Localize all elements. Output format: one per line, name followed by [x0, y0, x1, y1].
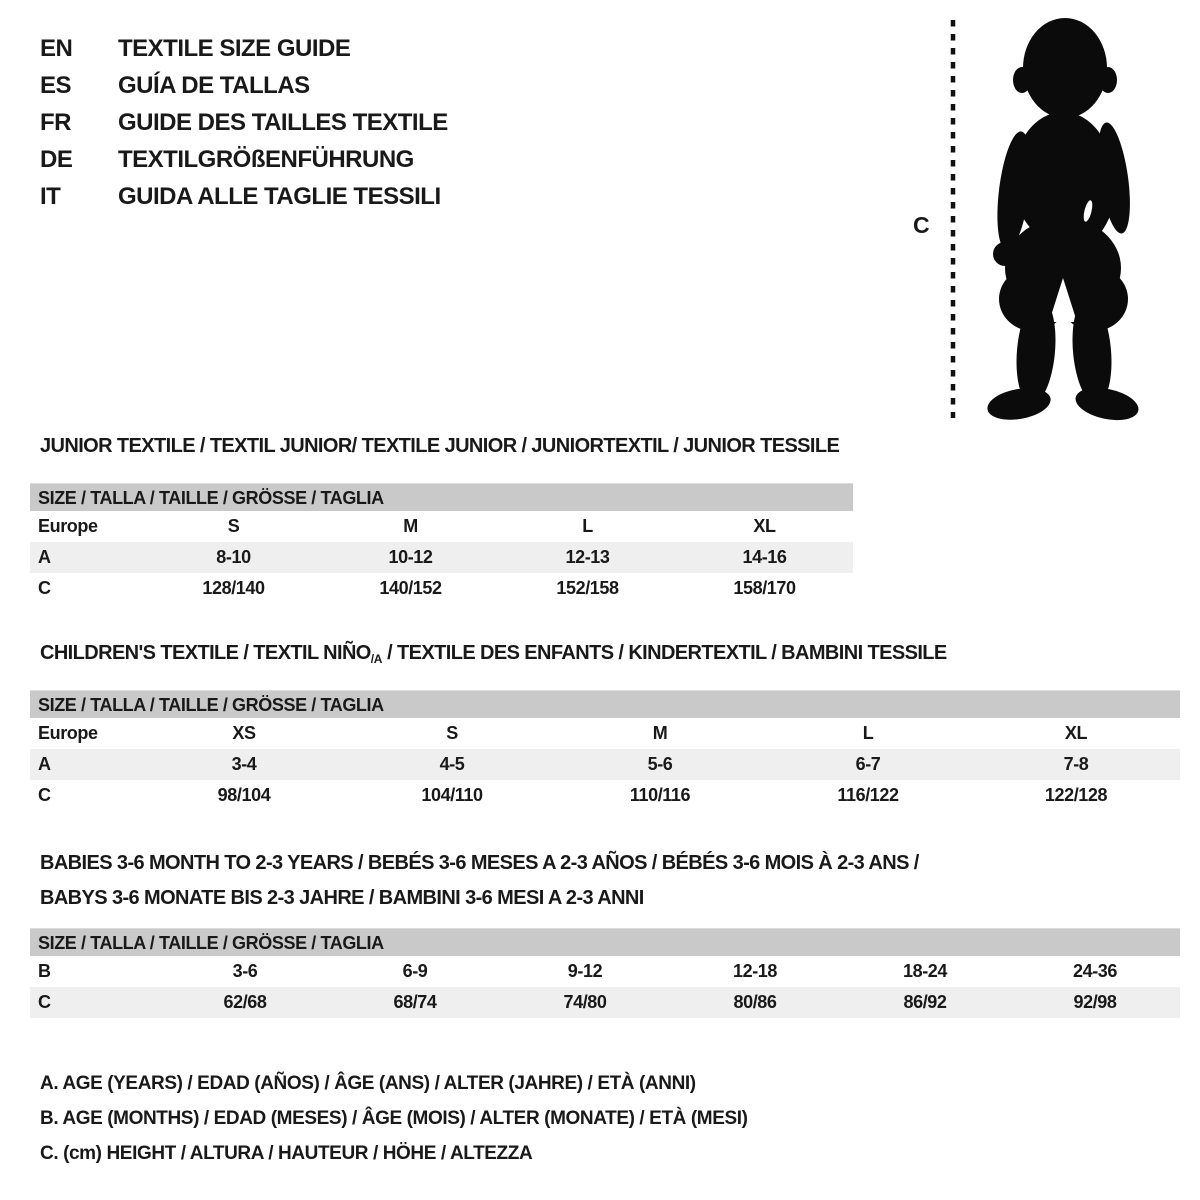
- guide-title-it: GUIDA ALLE TAGLIE TESSILI: [118, 182, 441, 210]
- size-cell: M: [403, 516, 418, 536]
- babies-title-line2: BABYS 3-6 MONATE BIS 2-3 JAHRE / BAMBINI 3-6 MESI A 2-3 ANNI: [40, 887, 644, 909]
- legend-age-years: A. AGE (YEARS) / EDAD (AÑOS) / ÂGE (ANS) / ALTER (JAHRE) / ETÀ (ANNI): [40, 1073, 696, 1094]
- guide-title-de: TEXTILGRÖßENFÜHRUNG: [118, 145, 414, 173]
- babies-title-line1: BABIES 3-6 MONTH TO 2-3 YEARS / BEBÉS 3-6 MESES A 2-3 AÑOS / BÉBÉS 3-6 MOIS À 2-3 ANS /: [40, 852, 919, 874]
- legend-age-months: B. AGE (MONTHS) / EDAD (MESES) / ÂGE (MOIS) / ALTER (MONATE) / ETÀ (MESI): [40, 1108, 748, 1129]
- row-label: Europe: [38, 723, 98, 743]
- row-label: C: [38, 992, 51, 1012]
- height-cell: 152/158: [556, 578, 619, 598]
- language-code: IT: [40, 182, 61, 210]
- size-cell: XL: [1064, 723, 1088, 743]
- children-section-title: [40, 642, 947, 666]
- height-cell: 68/74: [393, 992, 437, 1012]
- height-cell: 98/104: [217, 785, 271, 805]
- size-table-header: SIZE / TALLA / TAILLE / GRÖSSE / TAGLIA: [30, 690, 1180, 718]
- table-row-europe: [30, 718, 1180, 749]
- junior-section-title: JUNIOR TEXTILE / TEXTIL JUNIOR/ TEXTILE JUNIOR / JUNIORTEXTIL / JUNIOR TESSILE: [40, 435, 840, 457]
- table-row-age: [30, 749, 1180, 780]
- guide-title-en: TEXTILE SIZE GUIDE: [118, 34, 351, 62]
- height-measure-label: C: [913, 212, 930, 238]
- size-cell: L: [582, 516, 593, 536]
- guide-title-es: GUÍA DE TALLAS: [118, 71, 310, 99]
- age-cell: 10-12: [388, 547, 433, 567]
- height-cell: 140/152: [379, 578, 442, 598]
- height-cell: 80/86: [733, 992, 777, 1012]
- language-title-list: [40, 30, 448, 215]
- age-cell: 14-16: [742, 547, 787, 567]
- size-table-header: SIZE / TALLA / TAILLE / GRÖSSE / TAGLIA: [30, 483, 853, 511]
- language-code: DE: [40, 145, 73, 173]
- row-label: Europe: [38, 516, 98, 536]
- age-cell: 6-9: [402, 961, 428, 981]
- age-cell: 5-6: [647, 754, 673, 774]
- children-title-suffix: / TEXTILE DES ENFANTS / KINDERTEXTIL / BAMBINI TESSILE: [382, 642, 947, 664]
- age-cell: 3-6: [232, 961, 258, 981]
- toddler-body: [985, 18, 1142, 424]
- toddler-silhouette: [905, 6, 1165, 424]
- height-cell: 122/128: [1044, 785, 1108, 805]
- babies-size-table: [30, 928, 1180, 1018]
- row-label: A: [38, 754, 51, 774]
- age-cell: 8-10: [216, 547, 251, 567]
- legend-height-cm: C. (cm) HEIGHT / ALTURA / HAUTEUR / HÖHE / ALTEZZA: [40, 1143, 533, 1164]
- children-title-prefix: CHILDREN'S TEXTILE / TEXTIL NIÑO: [40, 642, 371, 664]
- table-row-height: [30, 987, 1180, 1018]
- row-label: C: [38, 785, 51, 805]
- height-cell: 158/170: [733, 578, 796, 598]
- age-cell: 7-8: [1063, 754, 1089, 774]
- language-row: [40, 30, 448, 67]
- size-cell: XS: [232, 723, 256, 743]
- age-cell: 12-18: [732, 961, 778, 981]
- measure-legend: [40, 1066, 748, 1171]
- height-measure-figure: [905, 6, 1165, 424]
- height-cell: 74/80: [563, 992, 607, 1012]
- size-cell: XL: [753, 516, 776, 536]
- language-row: [40, 178, 448, 215]
- children-size-table: [30, 690, 1180, 811]
- height-cell: 116/122: [837, 785, 899, 805]
- language-code: EN: [40, 34, 73, 62]
- children-title-sub: /A: [370, 652, 383, 666]
- language-code: ES: [40, 71, 72, 99]
- height-cell: 92/98: [1073, 992, 1117, 1012]
- table-row-europe: [30, 511, 853, 542]
- junior-size-table: [30, 483, 853, 604]
- row-label: C: [38, 578, 51, 598]
- size-table-header: SIZE / TALLA / TAILLE / GRÖSSE / TAGLIA: [30, 928, 1180, 956]
- age-cell: 24-36: [1072, 961, 1118, 981]
- size-cell: S: [227, 516, 240, 536]
- height-cell: 62/68: [223, 992, 267, 1012]
- row-label: A: [38, 547, 51, 567]
- babies-section-title: [40, 846, 919, 916]
- age-cell: 3-4: [231, 754, 257, 774]
- age-cell: 6-7: [855, 754, 881, 774]
- age-cell: 9-12: [567, 961, 603, 981]
- age-cell: 4-5: [439, 754, 465, 774]
- table-row-height: [30, 573, 853, 604]
- guide-title-fr: GUIDE DES TAILLES TEXTILE: [118, 108, 448, 136]
- size-cell: M: [652, 723, 668, 743]
- language-row: [40, 141, 448, 178]
- height-cell: 110/116: [629, 785, 691, 805]
- row-label: B: [38, 961, 51, 981]
- age-cell: 18-24: [902, 961, 948, 981]
- height-cell: 86/92: [903, 992, 947, 1012]
- table-row-age: [30, 542, 853, 573]
- size-cell: S: [446, 723, 458, 743]
- table-row-height: [30, 780, 1180, 811]
- table-row-age-months: [30, 956, 1180, 987]
- age-cell: 12-13: [565, 547, 610, 567]
- size-cell: L: [862, 723, 874, 743]
- height-cell: 104/110: [421, 785, 483, 805]
- language-row: [40, 67, 448, 104]
- language-row: [40, 104, 448, 141]
- height-cell: 128/140: [202, 578, 265, 598]
- language-code: FR: [40, 108, 71, 136]
